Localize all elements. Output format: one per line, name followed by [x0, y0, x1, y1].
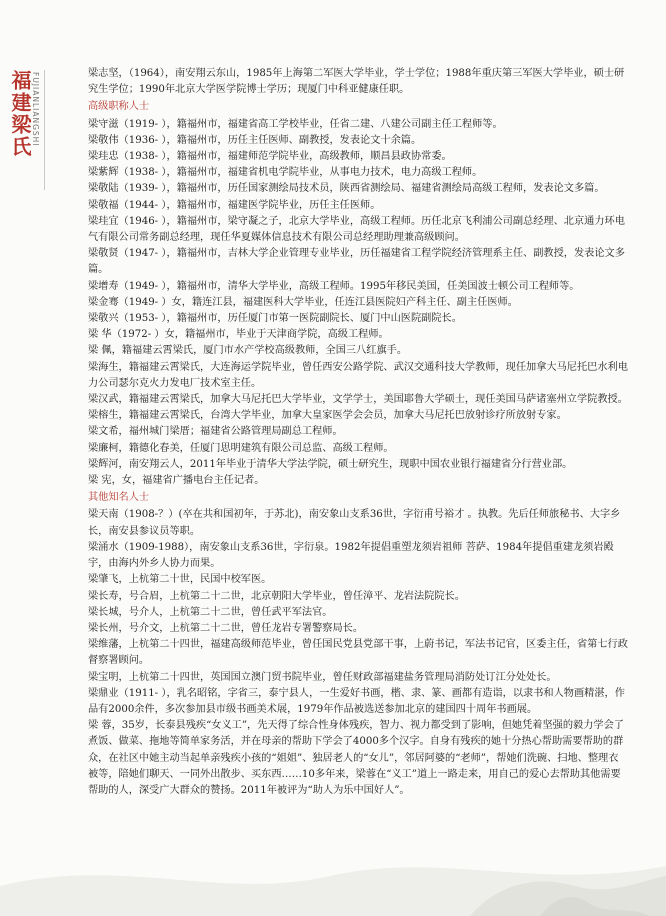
entry-paragraph: 梁廉柯，籍德化春美，任厦门思明建筑有限公司总监、高级工程师。 [88, 442, 394, 454]
entry-paragraph: 梁敬陆（1939- ），籍福州市，历任国家测绘局技术员，陕西省测绘局、福建省测绘局高级工程师，发表论文多篇。 [88, 183, 605, 195]
page-content [88, 66, 628, 799]
entry-paragraph: 梁榕生，籍福建云霄梁氏，台湾大学毕业，加拿大皇家医学会会员，加拿大马尼托巴放射诊疗所放射专家。 [88, 410, 567, 422]
entry-paragraph: 梁长寿，号合眉，上杭第二十二世，北京朝阳大学毕业，曾任漳平、龙岩法院院长。 [88, 590, 465, 602]
entry-paragraph: 梁文希，福州城门梁厝；福建省公路管理局副总工程师。 [88, 426, 343, 438]
entry-paragraph: 梁 华（1972- ）女，籍福州市，毕业于天津商学院，高级工程师。 [88, 329, 389, 341]
entry-paragraph: 梁宝明，上杭第二十四世，英国国立澳门贸书院毕业，曾任财政部福建盐务管理局消防处订江分处处长。 [88, 671, 557, 683]
entry-paragraph: 梁敬兴（1953- ），籍福州市，历任厦门市第一医院副院长、厦门中山医院副院长。 [88, 313, 462, 325]
entry-paragraph: 梁敬伟（1936- ），籍福州市，历任主任医师、副教授，发表论文十余篇。 [88, 134, 422, 146]
entry-paragraph: 梁海生，籍福建云霄梁氏，大连海运学院毕业，曾任西安公路学院、武汉交通科技大学教师，现任加拿大马尼托巴水利电力公司瑟尔克火力发电厂技术室主任。 [88, 361, 628, 389]
section-senior-titles [88, 99, 628, 489]
entry-paragraph: 梁肇飞，上杭第二十世，民国中校军医。 [88, 574, 272, 586]
section-intro [88, 66, 628, 98]
section-heading: 其他知名人士 [88, 492, 150, 504]
section-other-notables [88, 490, 628, 799]
entry-paragraph: 梁金骞（1949- ）女，籍连江县，福建医科大学毕业，任连江县医院妇产科主任、副主任医师。 [88, 296, 518, 308]
side-divider [44, 70, 45, 190]
entry-paragraph: 梁珪忠（1938- ），籍福州市，福建师范学院毕业，高级教师，顺昌县政协常委。 [88, 151, 452, 163]
entry-paragraph: 梁敬贤（1947- ），籍福州市，吉林大学企业管理专业毕业，历任福建省工程学院经济管理系主任、副教授，发表论文多篇。 [88, 248, 625, 276]
entry-paragraph: 梁鼎业（1911- ），乳名昭铭，字省三，泰宁县人，一生爱好书画，楷、隶、篆、画都有造诣，以隶书和人物画精湛，作品有2000余件，多次参加县市级书画美术展，1979年作品被选送参加北京的建国四十周年书画展。 [88, 687, 625, 715]
entry-paragraph: 梁敬福（1944- ），籍福州市，福建医学院毕业，历任主任医师。 [88, 199, 381, 211]
side-title: 福建梁氏 [8, 70, 32, 158]
entry-paragraph: 梁维藩，上杭第二十四世，福建高级师范毕业，曾任国民党县党部干事，上蔚书记，军法书记官，区委主任，省第七行政督察署顾问。 [88, 639, 628, 667]
entry-paragraph: 梁天南（1908-？）(卒在共和国初年，于苏北)，南安象山支系36世，字衍甫号裕才 。执教。先后任师旅秘书、大字乡长，南安县参议员等职。 [88, 509, 621, 537]
entry-paragraph: 梁增寿（1949- ），籍福州市，清华大学毕业，高级工程师。1995年移民美国，任美国波士顿公司工程师等。 [88, 280, 580, 292]
entry-paragraph: 梁汉武，籍福建云霄梁氏，加拿大马尼托巴大学毕业，文学学士，美国耶鲁大学硕士，现任美国马萨诸塞州立学院教授。 [88, 394, 628, 406]
entry-paragraph: 梁紫辉（1938- ），籍福州市，福建省机电学院毕业，从事电力技术，电力高级工程师。 [88, 167, 483, 179]
entry-paragraph: 梁长城，号介人，上杭第二十二世，曾任武平军法官。 [88, 606, 333, 618]
entry-paragraph: 梁 宪，女，福建省广播电台主任记者。 [88, 475, 265, 487]
entry-paragraph: 梁涌水（1909-1988），南安象山支系36世，字衍泉。1982年提倡重塑龙须岩祖师 菩萨、1984年提倡重建龙须岩殿宇，由海内外乡人协力而果。 [88, 541, 614, 570]
entry-paragraph: 梁 佩，籍福建云霄梁氏，厦门市水产学校高级教师，全国三八红旗手。 [88, 345, 408, 357]
side-subtitle: FUJIANLIANGSHI [31, 72, 40, 147]
entry-paragraph: 梁守滋（1919- ），籍福州市，福建省高工学校毕业，任省二建、八建公司副主任工程师等。 [88, 118, 503, 130]
entry-paragraph: 梁辉河，南安翔云人，2011年毕业于清华大学法学院，硕士研究生，现职中国农业银行福建省分行营业部。 [88, 458, 573, 470]
entry-paragraph: 梁志坚，（1964），南安翔云东山，1985年上海第二军医大学毕业，学士学位；1988年重庆第三军医大学毕业，硕士研究生学位；1990年北京大学医学院博士学历；现厦门中科亚健康任职。 [88, 68, 625, 96]
entry-paragraph: 梁 蓉，35岁，长泰县残疾“女义工”，先天得了综合性身体残疾，智力、视力都受到了影响，但她凭着坚强的毅力学会了煮饭、做菜、拖地等简单家务活，并在母亲的帮助下学会了4000多个汉字。自身有残疾的她十分热心帮助需要帮助的群众，在社区中她主动当起单亲残疾小孩的“姐姐”、独居老人的“女儿”，邻居阿婆的“老师”，帮她们洗碗、扫地、整理衣被等，陪她们聊天、一同外出散步、买东西……10多年来，梁蓉在“义工”道上一路走来，用自己的爱心去帮助其他需要帮助的人，深受广大群众的赞扬。2011年被评为“助人为乐中国好人”。 [88, 720, 624, 796]
entry-paragraph: 梁长州，号介文，上杭第二十二世，曾任龙岩专署警察局长。 [88, 622, 364, 634]
entry-paragraph: 梁珪宜（1946- ），籍福州市，梁守凝之子，北京大学毕业，高级工程师。历任北京飞利浦公司副总经理、北京通力环电气有限公司常务副总经理，现任华夏媒体信息技术有限公司总经理助理兼高级顾问。 [88, 215, 625, 244]
section-heading: 高级职称人士 [88, 101, 150, 113]
